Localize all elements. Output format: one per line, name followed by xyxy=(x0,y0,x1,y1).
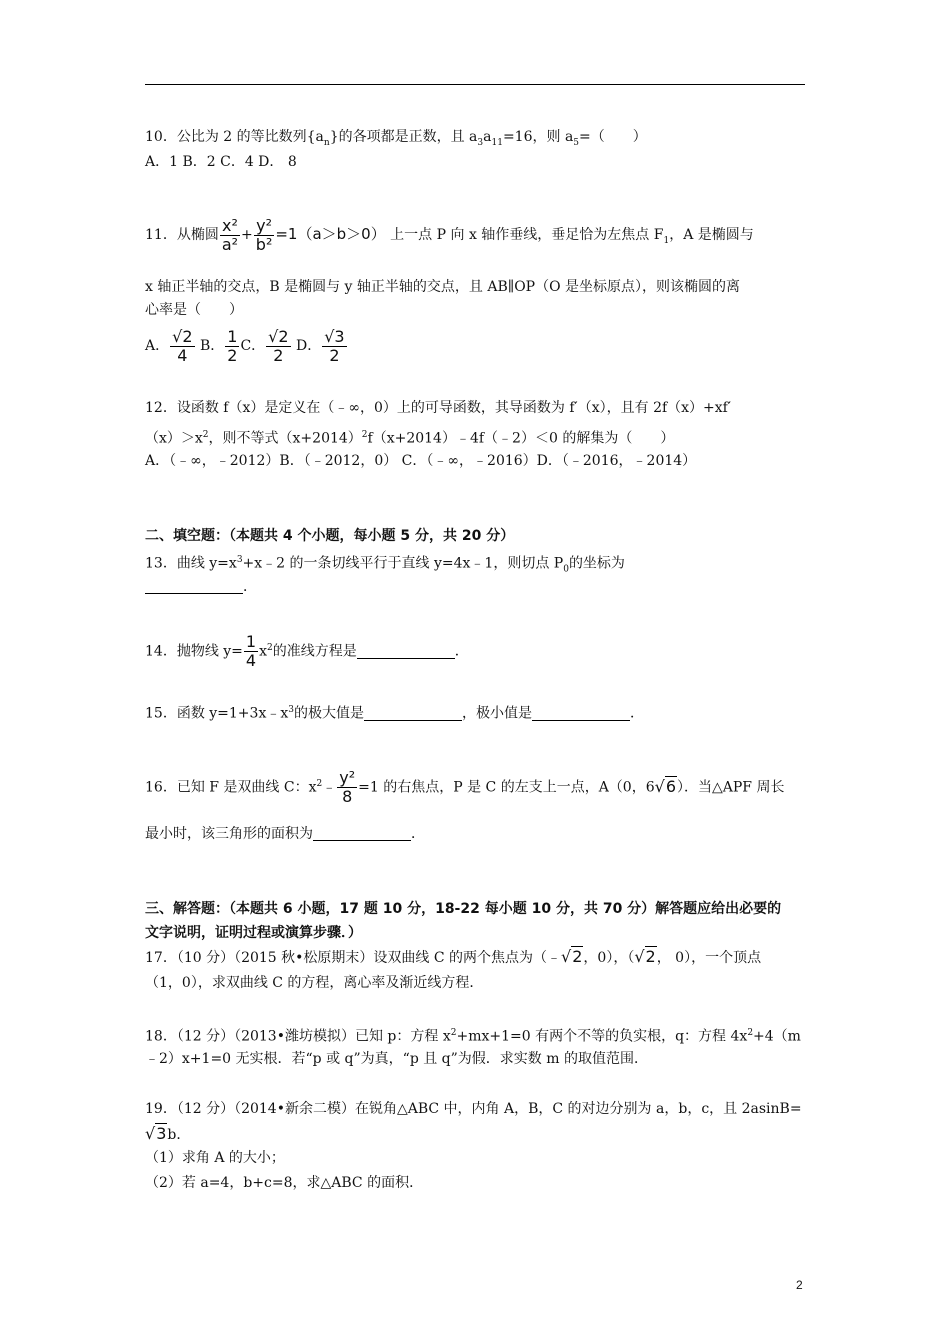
q15-text-2: 的极大值是 xyxy=(293,705,364,722)
q18-text-2: +mx+1=0 有两个不等的负实根，q：方程 4x xyxy=(456,1028,748,1045)
q10-sub-11: 11 xyxy=(491,137,503,148)
radicand: 6 xyxy=(665,776,677,796)
q12-text-2: ，则不等式（x+2014） xyxy=(208,430,362,447)
frac-num: 1 xyxy=(245,632,257,652)
q10-options: A．1 B．2 C．4 D． 8 xyxy=(145,154,297,170)
q17-text-1: 17．（10 分）（2015 秋•松原期末）设双曲线 C 的两个焦点为（﹣ xyxy=(145,950,562,966)
section-2-title: 二、填空题：（本题共 4 个小题，每小题 5 分，共 20 分） xyxy=(145,528,515,544)
radicand: 3 xyxy=(156,1124,167,1143)
q16-line-2 xyxy=(145,824,425,844)
frac-num: y² xyxy=(254,217,275,236)
q11-options xyxy=(145,324,348,368)
q11-frac-x-over-a xyxy=(220,217,240,254)
q16-sqrt: √6 xyxy=(654,776,677,796)
q19-sqrt: √3 xyxy=(145,1124,167,1143)
q10-stem xyxy=(145,127,647,153)
q12-sup-2: 2 xyxy=(202,430,209,440)
q17-sqrt-1: √2 xyxy=(561,947,583,966)
q16-text-3: ）．当△APF 周长 xyxy=(677,779,785,796)
q16-text-4: 最小时，该三角形的面积为 xyxy=(145,826,313,842)
q16-stem xyxy=(145,760,784,812)
q16-frac xyxy=(337,769,357,806)
q14-period: ． xyxy=(454,643,469,660)
frac-den: 8 xyxy=(342,787,353,807)
frac-den: 2 xyxy=(227,345,238,365)
frac-den: 4 xyxy=(245,651,257,671)
q11-line-3: 心率是（ ） xyxy=(145,302,243,318)
q19-part-1: （1）求角 A 的大小； xyxy=(145,1150,285,1166)
q11-option-b-frac xyxy=(225,328,239,365)
q15-text-1: 15．函数 y=1+3x﹣x xyxy=(145,705,289,722)
q11-option-c-frac xyxy=(266,328,290,365)
q15-sup-3: 3 xyxy=(288,705,294,715)
q13-stem xyxy=(145,550,625,579)
q11-option-b-label: B． xyxy=(199,338,225,354)
q17-sqrt-2: √2 xyxy=(634,947,656,966)
q15-period: ． xyxy=(629,705,644,722)
q19-part-2: （2）若 a=4，b+c=8，求△ABC 的面积． xyxy=(145,1175,424,1191)
q14-sup-2: 2 xyxy=(267,643,273,653)
q13-sup-3: 3 xyxy=(236,555,243,565)
q12-text-1: （x）＞x xyxy=(145,430,203,447)
q17-text-3: ， 0），一个顶点 xyxy=(656,950,762,966)
q19-line-2 xyxy=(145,1124,190,1145)
q12-line-1: 12．设函数 f（x）是定义在（﹣∞，0）上的可导函数，其导函数为 f′（x），且有 2f（x）+xf′ xyxy=(145,400,732,416)
q14-x: x xyxy=(259,643,267,660)
frac-num: √2 xyxy=(268,326,289,346)
q16-sup-2: 2 xyxy=(316,779,323,789)
q15-stem xyxy=(145,700,644,724)
q11-condition: =1（a＞b＞0） xyxy=(275,225,386,243)
q17-text-2: ，0），（ xyxy=(583,950,635,966)
q10-text-4: =（ ） xyxy=(579,129,647,145)
q10-sub-5: 5 xyxy=(573,137,580,148)
q11-line-2: x 轴正半轴的交点，B 是椭圆与 y 轴正半轴的交点，且 AB∥OP（O 是坐标原点），则该椭圆的离 xyxy=(145,279,741,295)
q10-a-letter: a xyxy=(483,129,492,145)
q11-option-d-frac xyxy=(322,328,346,365)
q11-plus: + xyxy=(241,227,253,243)
q18-text-1: 18．（12 分）（2013•潍坊模拟）已知 p：方程 x xyxy=(145,1028,451,1045)
frac-den: b² xyxy=(255,234,273,254)
q11-option-c-label: C． xyxy=(240,338,266,354)
q13-answer-blank[interactable] xyxy=(145,579,243,594)
q18-line-2: ﹣2）x+1=0 无实根．若“p 或 q”为真，“p 且 q”为假．求实数 m 的取值范围． xyxy=(145,1051,648,1067)
header-rule xyxy=(145,84,805,85)
frac-den: 2 xyxy=(329,345,340,365)
q17-line-2: （1，0），求双曲线 C 的方程，离心率及渐近线方程． xyxy=(145,975,484,991)
q14-text-1: 14．抛物线 y= xyxy=(145,643,243,660)
q18-stem xyxy=(145,1023,801,1047)
q11-sub-1: 1 xyxy=(663,235,670,246)
q12-options: A．（﹣∞，﹣2012）B．（﹣2012，0） C．（﹣∞，﹣2016）D．（﹣2016，﹣2014） xyxy=(145,453,697,469)
q12-sup-2b: 2 xyxy=(361,430,368,440)
frac-num: x² xyxy=(220,217,240,236)
q11-option-d-label: D． xyxy=(295,338,322,354)
q11-text-2: 上一点 P 向 x 轴作垂线，垂足恰为左焦点 F xyxy=(385,227,664,243)
q13-answer-line xyxy=(145,577,257,597)
q11-text-3: ，A 是椭圆与 xyxy=(669,227,754,243)
q10-sub-n: n xyxy=(323,137,330,148)
radicand: 2 xyxy=(572,947,583,966)
q15-min-blank[interactable] xyxy=(532,706,630,721)
q10-text-3: =16，则 a xyxy=(502,129,574,145)
q16-minus: ﹣ xyxy=(322,779,337,796)
frac-den: a² xyxy=(221,234,239,254)
frac-den: 4 xyxy=(177,345,188,365)
q15-max-blank[interactable] xyxy=(364,706,462,721)
q11-frac-y-over-b xyxy=(254,217,275,254)
q11-option-a-frac xyxy=(170,328,194,365)
q13-text-1: 13．曲线 y=x xyxy=(145,555,237,572)
q15-text-3: ，极小值是 xyxy=(461,705,532,722)
q16-text-1: 16．已知 F 是双曲线 C：x xyxy=(145,779,317,796)
q13-text-3: 的坐标为 xyxy=(568,555,625,572)
q18-sup-2: 2 xyxy=(450,1028,457,1038)
q14-answer-blank[interactable] xyxy=(357,644,455,659)
q14-text-2: 的准线方程是 xyxy=(272,643,357,660)
q10-sub-3: 3 xyxy=(477,137,484,148)
q12-text-3: f（x+2014）﹣4f（﹣2）＜0 的解集为（ ） xyxy=(367,430,675,447)
page-number: 2 xyxy=(796,1278,803,1292)
q16-answer-blank[interactable] xyxy=(313,826,411,841)
frac-num: √3 xyxy=(324,326,345,346)
q10-text-1: 10．公比为 2 的等比数列{a xyxy=(145,129,324,145)
q17-stem xyxy=(145,947,761,968)
q13-text-2: +x﹣2 的一条切线平行于直线 y=4x﹣1，则切点 P xyxy=(242,555,564,572)
frac-num: 1 xyxy=(227,326,238,346)
q12-line-2 xyxy=(145,425,674,449)
section-3-title-line-1: 三、解答题：（本题共 6 小题，17 题 10 分，18-22 每小题 10 分，共 70 分）解答题应给出必要的 xyxy=(145,901,782,917)
q13-sub-0: 0 xyxy=(563,564,569,575)
q14-frac xyxy=(244,633,258,670)
q19-line-1: 19．（12 分）（2014•新余二模）在锐角△ABC 中，内角 A，B，C 的对边分别为 a，b，c，且 2asinB= xyxy=(145,1101,802,1117)
q11-option-a-label: A． xyxy=(145,338,170,354)
q18-text-3: +4（m xyxy=(753,1028,801,1045)
radicand: 2 xyxy=(645,947,656,966)
q10-text-2: }的各项都是正数，且 a xyxy=(329,129,478,145)
section-3-title-line-2: 文字说明，证明过程或演算步骤．） xyxy=(145,925,362,941)
q16-period: ． xyxy=(411,826,425,842)
q14-stem xyxy=(145,626,469,674)
q18-sup-2b: 2 xyxy=(747,1028,754,1038)
q11-stem xyxy=(145,212,754,263)
frac-num: y² xyxy=(339,768,356,788)
q11-text-1: 11．从椭圆 xyxy=(145,227,219,243)
q13-period: ． xyxy=(243,579,257,595)
frac-num: √2 xyxy=(172,326,193,346)
frac-den: 2 xyxy=(273,345,284,365)
q16-text-2: =1 的右焦点，P 是 C 的左支上一点，A（0，6 xyxy=(358,779,655,796)
q19-text-2: b． xyxy=(167,1127,191,1143)
